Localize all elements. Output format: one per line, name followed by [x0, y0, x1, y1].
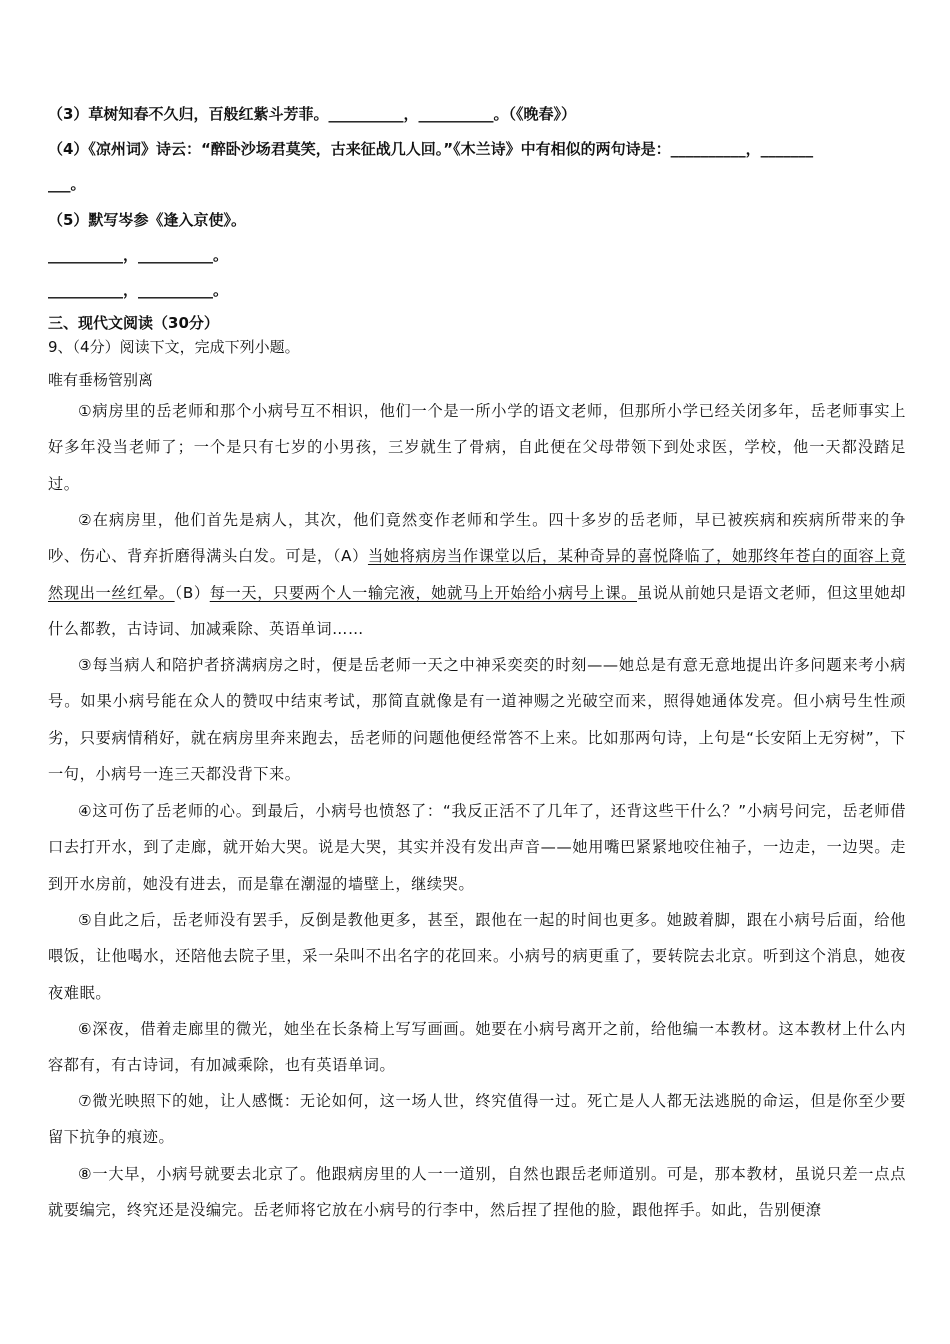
fill-in-q5: （5）默写岑参《逢入京使》。	[48, 211, 246, 229]
paragraph-2-mid: （B）	[174, 583, 210, 602]
fill-in-q4-line2: ___。	[48, 175, 86, 193]
fill-in-q5-blank1: __________，__________。	[48, 246, 229, 264]
paragraph-3: ③每当病人和陪护者挤满病房之时，便是岳老师一天之中神采奕奕的时刻——她总是有意无意地提出许多问题来考小病号。如果小病号能在众人的赞叹中结束考试，那简直就像是有一道神赐之光破空而来，照得她通体发亮。但小病号生性顽劣，只要病情稍好，就在病房里奔来跑去，岳老师的问题他便经常答不上来。比如那两句诗，上句是“长安陌上无穷树”，下一句，小病号一连三天都没背下来。	[48, 656, 906, 784]
underlined-sentence-a: 当她将病房当作课堂以后，某种奇异的喜悦降临了，她那终年苍白的面容上竟然现出一丝红晕。	[48, 547, 906, 602]
paragraph-2	[48, 502, 906, 648]
paragraph-2-end: 虽说从前她只是语文老师，但这里她却什么都教，古诗词、加减乘除、英语单词……	[48, 583, 906, 639]
paragraph-1: ①病房里的岳老师和那个小病号互不相识，他们一个是一所小学的语文老师，但那所小学已经关闭多年，岳老师事实上好多年没当老师了；一个是只有七岁的小男孩，三岁就生了骨病，自此便在父母带领下到处求医，学校，他一天都没踏足过。	[48, 402, 906, 493]
fill-in-q5-blank2: __________，__________。	[48, 281, 229, 299]
paragraph-8: ⑧一大早，小病号就要去北京了。他跟病房里的人一一道别，自然也跟岳老师道别。可是，那本教材，虽说只差一点点就要编完，终究还是没编完。岳老师将它放在小病号的行李中，然后捏了捏他的脸，跟他挥手。如此，告别便潦	[48, 1165, 906, 1220]
paragraph-5: ⑤自此之后，岳老师没有罢手，反倒是教他更多，甚至，跟他在一起的时间也更多。她跛着脚，跟在小病号后面，给他喂饭，让他喝水，还陪他去院子里，采一朵叫不出名字的花回来。小病号的病更重了，要转院去北京。听到这个消息，她夜夜难眠。	[48, 911, 906, 1002]
section-heading: 三、现代文阅读（30分）	[48, 314, 219, 332]
paragraph-7: ⑦微光映照下的她，让人感慨：无论如何，这一场人世，终究值得一过。死亡是人人都无法逃脱的命运，但是你至少要留下抗争的痕迹。	[48, 1092, 906, 1147]
underlined-sentence-b: 每一天，只要两个人一输完液，她就马上开始给小病号上课。	[209, 583, 637, 602]
fill-in-q3: （3）草树知春不久归，百般红紫斗芳菲。__________，__________。（《晚春》）	[48, 105, 576, 123]
article-title: 唯有垂杨管别离	[48, 371, 154, 389]
paragraph-2-start: ②在病房里，他们首先是病人，其次，他们竟然变作老师和学生。四十多岁的岳老师，早已被疾病和疾病所带来的争吵、伤心、背弃折磨得满头白发。可是，（A）	[48, 511, 906, 566]
fill-in-q4-line1: （4）《凉州词》诗云：“醉卧沙场君莫笑，古来征战几人回。”《木兰诗》中有相似的两句诗是：__________，_______	[48, 140, 814, 158]
paragraph-6: ⑥深夜，借着走廊里的微光，她坐在长条椅上写写画画。她要在小病号离开之前，给他编一本教材。这本教材上什么内容都有，有古诗词，有加减乘除，也有英语单词。	[48, 1020, 906, 1075]
question-9: 9、（4分）阅读下文，完成下列小题。	[48, 338, 300, 356]
paragraph-4: ④这可伤了岳老师的心。到最后，小病号也愤怒了：“我反正活不了几年了，还背这些干什么？”小病号问完，岳老师借口去打开水，到了走廊，就开始大哭。说是大哭，其实并没有发出声音——她用嘴巴紧紧地咬住袖子，一边走，一边哭。走到开水房前，她没有进去，而是靠在潮湿的墙壁上，继续哭。	[48, 802, 906, 893]
